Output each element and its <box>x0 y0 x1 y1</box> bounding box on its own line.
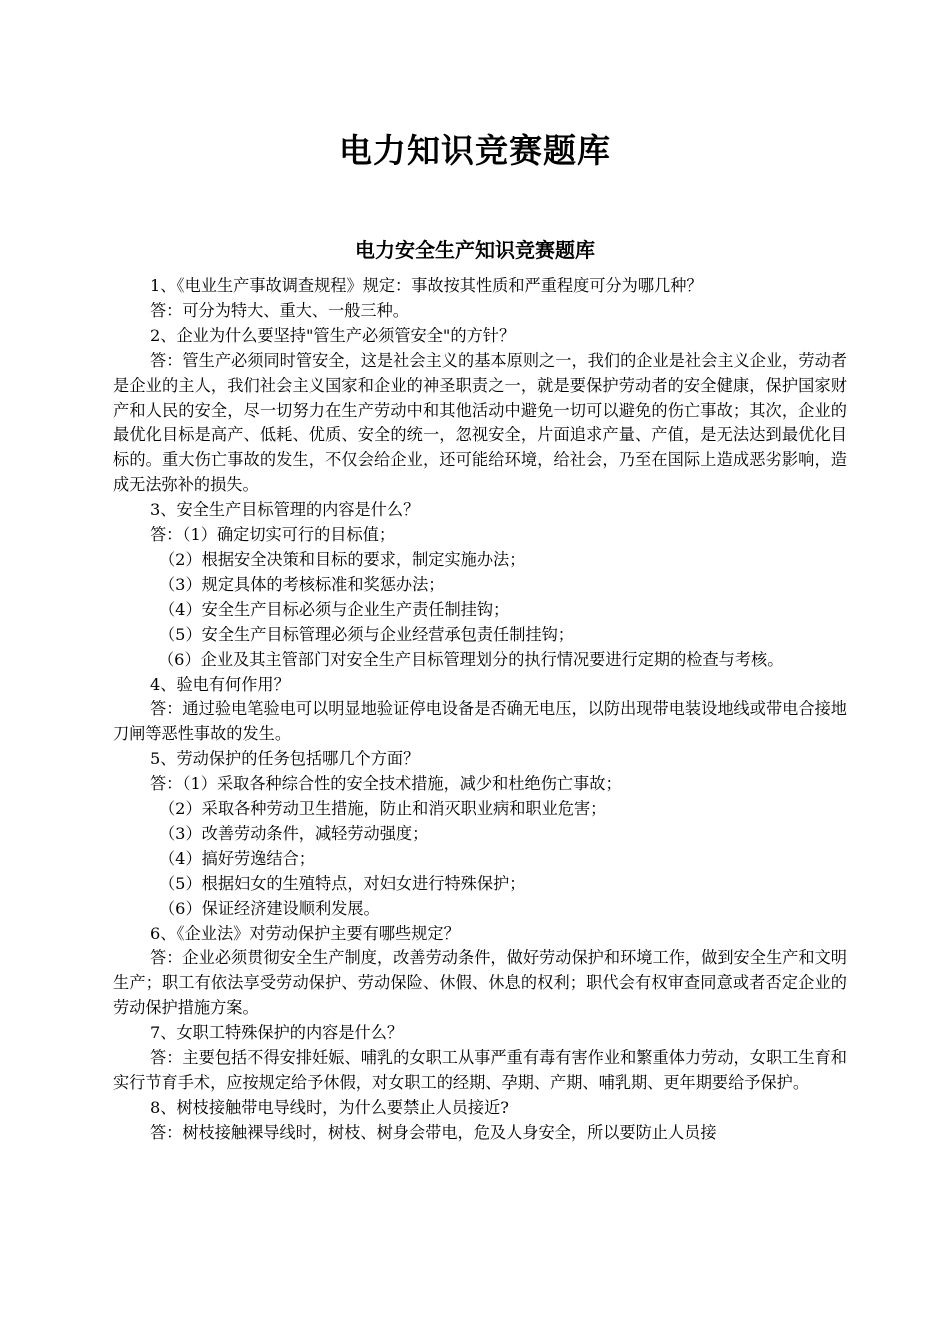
list-item: （2）根据安全决策和目标的要求，制定实施办法； <box>159 549 526 569</box>
question-line: 3、安全生产目标管理的内容是什么？ <box>150 500 420 520</box>
answer-paragraph: 答：通过验电笔验电可以明显地验证停电设备是否确无电压，以防出现带电装设地线或带电合接地刀闸等恶性事故的发生。 <box>113 699 847 744</box>
list-item: （5）安全生产目标管理必须与企业经营承包责任制挂钩； <box>159 624 574 644</box>
answer-paragraph: 答：主要包括不得安排妊娠、哺乳的女职工从事严重有毒有害作业和繁重体力劳动，女职工生育和实行节育手术，应按规定给予休假，对女职工的经期、孕期、产期、哺乳期、更年期要给予保护。 <box>113 1048 847 1092</box>
list-item: （4）安全生产目标必须与企业生产责任制挂钩； <box>159 599 510 619</box>
question-line: 4、验电有何作用？ <box>150 674 290 694</box>
section-title: 电力安全生产知识竞赛题库 <box>355 238 595 262</box>
question-line: 5、劳动保护的任务包括哪几个方面？ <box>150 749 420 769</box>
list-item: （6）企业及其主管部门对安全生产目标管理划分的执行情况要进行定期的检查与考核。 <box>158 649 784 669</box>
answer-line: 答：可分为特大、重大、一般三种。 <box>150 300 409 320</box>
answer-line: 答：（1）确定切实可行的目标值； <box>150 525 396 545</box>
question-line: 1、《电业生产事故调查规程》规定：事故按其性质和严重程度可分为哪几种？ <box>150 276 703 295</box>
list-item: （2）采取各种劳动卫生措施，防止和消灭职业病和职业危害； <box>159 799 607 819</box>
question-line: 8、树枝接触带电导线时，为什么要禁止人员接近? <box>150 1097 509 1117</box>
question-line: 6、《企业法》对劳动保护主要有哪些规定？ <box>150 923 460 943</box>
list-item: （3）改善劳动条件，减轻劳动强度； <box>159 823 429 843</box>
list-item: （5）根据妇女的生殖特点，对妇女进行特殊保护； <box>159 873 526 893</box>
page-title: 电力知识竞赛题库 <box>339 131 611 170</box>
document-body <box>113 274 847 1146</box>
list-item: （4）搞好劳逸结合； <box>159 848 315 868</box>
answer-paragraph: 答：企业必须贯彻安全生产制度，改善劳动条件，做好劳动保护和环境工作，做到安全生产和文明生产；职工有依法享受劳动保护、劳动保险、休假、休息的权利；职代会有权审查同意或者否定企业的劳动保护措施方案。 <box>113 948 847 1018</box>
list-item: （3）规定具体的考核标准和奖惩办法； <box>159 574 445 594</box>
answer-line: 答：树枝接触裸导线时，树枝、树身会带电，危及人身安全，所以要防止人员接 <box>150 1122 717 1142</box>
list-item: （6）保证经济建设顺利发展。 <box>159 898 380 918</box>
answer-paragraph: 答：管生产必须同时管安全，这是社会主义的基本原则之一，我们的企业是社会主义企业，劳动者是企业的主人，我们社会主义国家和企业的神圣职责之一，就是要保护劳动者的安全健康，保护国家财产和人民的安全，尽一切努力在生产劳动中和其他活动中避免一切可以避免的伤亡事故；其次，企业的最优化目标是高产、低耗、优质、安全的统一，忽视安全，片面追求产量、产值，是无法达到最优化目标的。重大伤亡事故的发生，不仅会给企业，还可能给环境，给社会，乃至在国际上造成恶劣影响，造成无法弥补的损失。 <box>113 350 847 495</box>
question-line: 2、企业为什么要坚持"管生产必须管安全"的方针？ <box>150 325 516 345</box>
answer-line: 答：（1）采取各种综合性的安全技术措施，减少和杜绝伤亡事故； <box>150 774 622 794</box>
question-line: 7、女职工特殊保护的内容是什么？ <box>150 1023 404 1043</box>
